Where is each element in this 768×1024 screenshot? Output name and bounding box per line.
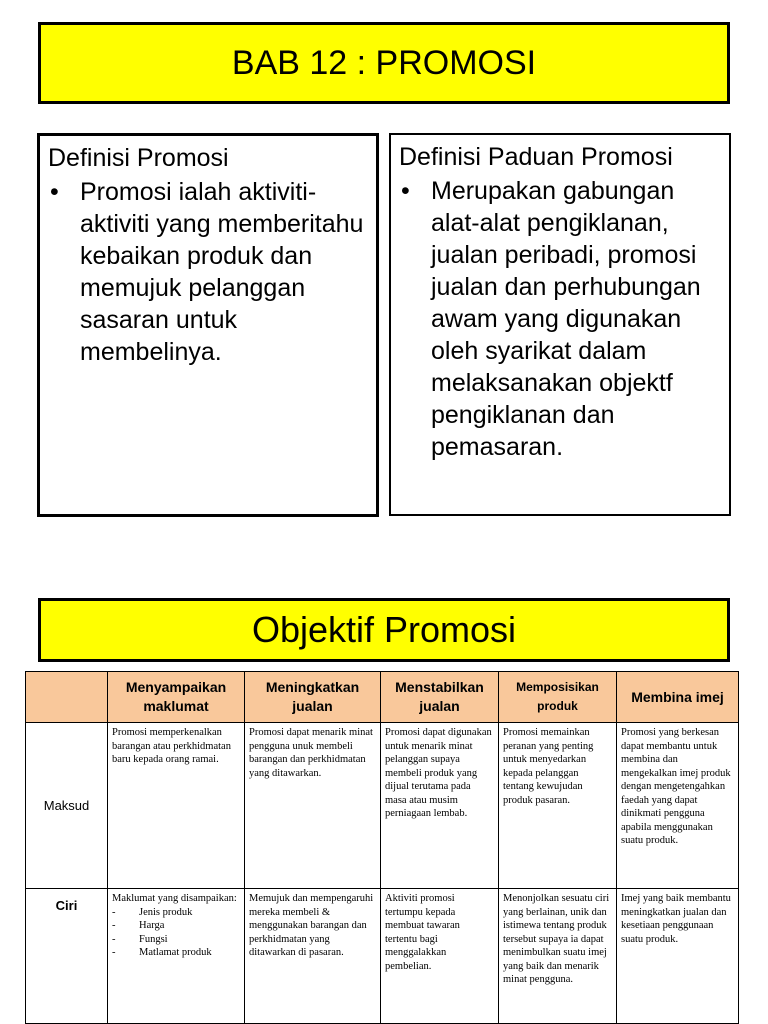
dash-marker: - xyxy=(112,933,116,945)
bullet-icon: • xyxy=(401,177,410,205)
definition-box-promosi xyxy=(37,133,379,517)
column-header: Menstabilkan jualan xyxy=(381,672,499,723)
table-cell: Imej yang baik membantu meningkatkan jualan dan kesetiaan penggunaan suatu produk. xyxy=(617,889,739,1024)
box-heading: Definisi Promosi xyxy=(48,144,229,172)
table-cell: Promosi dapat digunakan untuk menarik minat pelanggan supaya membeli produk yang dijual terutama pada masa atau musim perniagaan lembab. xyxy=(381,723,499,889)
column-header: Menyampaikan maklumat xyxy=(108,672,245,723)
list-item-text: Jenis produk xyxy=(139,906,193,918)
objectives-table xyxy=(25,671,739,1024)
row-label: Maksud xyxy=(26,723,108,889)
bullet-icon: • xyxy=(50,178,59,206)
table-cell: Promosi yang berkesan dapat membantu untuk membina dan mengekalkan imej produk dengan mengetengahkan faedah yang dapat dinikmati pengguna apabila menggunakan suatu produk. xyxy=(617,723,739,889)
cell-intro: Maklumat yang disampaikan: xyxy=(112,893,237,904)
feature-list xyxy=(112,906,240,960)
definition-box-paduan-promosi xyxy=(389,133,731,516)
column-header: Memposisikan produk xyxy=(499,672,617,723)
table-cell: Promosi memperkenalkan barangan atau perkhidmatan baru kepada orang ramai. xyxy=(108,723,245,889)
table-cell: Memujuk dan mempengaruhi mereka membeli & menggunakan barangan dan perkhidmatan yang ditawarkan di pasaran. xyxy=(245,889,381,1024)
table-cell: Promosi memainkan peranan yang penting untuk menyedarkan kepada pelanggan tentang kewujudan produk pasaran. xyxy=(499,723,617,889)
dash-marker: - xyxy=(112,947,116,958)
table-cell: Aktiviti promosi tertumpu kepada membuat tawaran tertentu bagi menggalakkan pembelian. xyxy=(381,889,499,1024)
header-corner-cell xyxy=(26,672,108,723)
list-item-text: Fungsi xyxy=(139,933,168,945)
list-item-text: Matlamat produk xyxy=(139,947,212,958)
list-item-text: Harga xyxy=(139,920,165,931)
dash-marker: - xyxy=(112,906,116,918)
column-header: Membina imej xyxy=(617,672,739,723)
bullet-text: Promosi ialah aktiviti-aktiviti yang memberitahu kebaikan produk dan memujuk pelanggan sasaran untuk membelinya. xyxy=(80,178,364,366)
table-cell: Promosi dapat menarik minat pengguna unuk membeli barangan dan perkhidmatan yang ditawarkan. xyxy=(245,723,381,889)
table-header-row xyxy=(26,672,739,723)
slide-title: BAB 12 : PROMOSI xyxy=(231,43,537,82)
box-heading: Definisi Paduan Promosi xyxy=(399,143,673,171)
table-row xyxy=(26,889,739,1024)
list-item xyxy=(112,906,240,920)
row-label: Ciri xyxy=(26,889,108,1024)
table-cell: Menonjolkan sesuatu ciri yang berlainan, unik dan istimewa tentang produk tersebut supaya ia dapat menimbulkan suatu imej yang baik dan menarik minat pengguna. xyxy=(499,889,617,1024)
bullet-text: Merupakan gabungan alat-alat pengiklanan, jualan peribadi, promosi jualan dan perhubungan awam yang digunakan oleh syarikat dalam melaksanakan objektf pengiklanan dan pemasaran. xyxy=(431,177,701,461)
objectives-title-banner xyxy=(38,598,730,662)
table-row xyxy=(26,723,739,889)
slide-title-banner xyxy=(38,22,730,104)
column-header: Meningkatkan jualan xyxy=(245,672,381,723)
list-item xyxy=(112,919,240,933)
table-cell xyxy=(108,889,245,1024)
list-item xyxy=(112,946,240,960)
bullet-item xyxy=(48,176,366,368)
objectives-title: Objektif Promosi xyxy=(251,609,517,650)
list-item xyxy=(112,933,240,947)
bullet-item xyxy=(399,175,719,463)
dash-marker: - xyxy=(112,920,116,931)
